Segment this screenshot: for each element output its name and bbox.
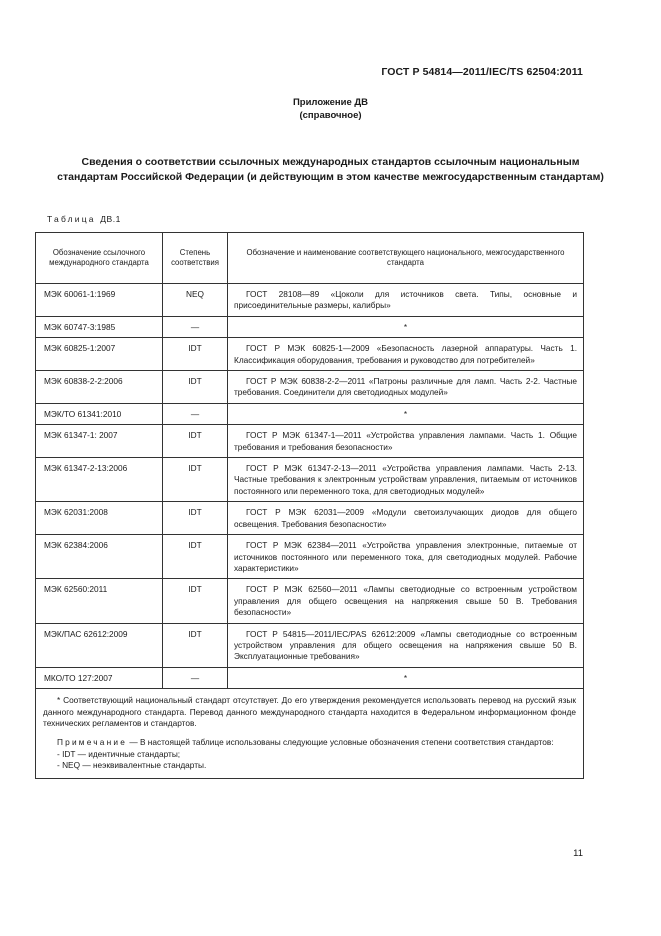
national-standard-text: ГОСТ Р МЭК 61347-2-13—2011 «Устройства управления лампами. Часть 2-13. Частные требования к электронным устройствам управления, питаемым от источников постоянного или переменного тока, для светодиодных модулей» <box>234 463 577 496</box>
national-standard-text: ГОСТ Р МЭК 60838-2-2—2011 «Патроны различные для ламп. Часть 2-2. Частные требования. Соединители для светодиодных модулей» <box>234 376 577 398</box>
cell-national-standard <box>228 284 584 317</box>
national-standard-text: ГОСТ 28108—89 «Цоколи для источников света. Типы, основные и присоединительные размеры, калибры» <box>234 289 577 311</box>
table-caption <box>47 214 121 224</box>
header-degree: Степень соответствия <box>163 233 228 284</box>
table-caption-label: Таблица <box>47 214 96 224</box>
national-standard-text: * <box>403 672 408 683</box>
footnote-text: * Соответствующий национальный стандарт отсутствует. До его утверждения рекомендуется использовать перевод на русский язык данного международного стандарта. Перевод данного международного стандарта находится в Федеральном информационном фонде технических регламентов и стандартов. <box>43 695 576 728</box>
cell-ref-standard: МКО/ТО 127:2007 <box>36 667 163 688</box>
cell-national-standard <box>228 667 584 688</box>
cell-ref-standard: МЭК 61347-1: 2007 <box>36 425 163 458</box>
cell-national-standard <box>228 425 584 458</box>
cell-degree: IDT <box>163 371 228 404</box>
cell-ref-standard: МЭК 60838-2-2:2006 <box>36 371 163 404</box>
cell-degree: — <box>163 403 228 424</box>
cell-national-standard <box>228 458 584 502</box>
table-row <box>36 284 584 317</box>
national-standard-text: ГОСТ Р 54815—2011/IEC/PAS 62612:2009 «Лампы светодиодные со встроенным устройством управления для общего освещения на напряжения свыше 50 В. Эксплуатационные требования» <box>234 628 577 662</box>
national-standard-text: ГОСТ Р МЭК 61347-1—2011 «Устройства управления лампами. Часть 1. Общие требования и требования безопасности» <box>234 430 577 452</box>
note-label: Примечание <box>57 737 128 748</box>
note-item-idt: - IDT — идентичные стандарты; <box>57 748 181 759</box>
cell-degree: IDT <box>163 579 228 623</box>
cell-degree: IDT <box>163 535 228 579</box>
note-text: — В настоящей таблице использованы следующие условные обозначения степени соответствия стандартов: <box>129 737 554 748</box>
cell-degree: IDT <box>163 502 228 535</box>
national-standard-text: ГОСТ Р МЭК 62031—2009 «Модули светоизлучающих диодов для общего освещения. Требования безопасности» <box>234 507 577 529</box>
header-national-standard: Обозначение и наименование соответствующего национального, межгосударственного стандарта <box>228 233 584 284</box>
annex-subtitle: (справочное) <box>299 110 362 121</box>
cell-degree: — <box>163 316 228 337</box>
note-item-neq: - NEQ — неэквивалентные стандарты. <box>57 760 207 771</box>
table-row <box>36 623 584 667</box>
cell-degree: — <box>163 667 228 688</box>
cell-ref-standard: МЭК 60747-3:1985 <box>36 316 163 337</box>
annex-title: Приложение ДВ <box>292 97 369 108</box>
cell-national-standard <box>228 623 584 667</box>
cell-national-standard <box>228 338 584 371</box>
table-row <box>36 502 584 535</box>
table-footer <box>36 689 584 778</box>
national-standard-text: ГОСТ Р МЭК 62384—2011 «Устройства управления электронные, питаемые от источников постоянного или переменного тока, для светодиодных модулей. Рабочие характеристики» <box>234 540 577 573</box>
table-row <box>36 458 584 502</box>
table-row <box>36 579 584 623</box>
table-row <box>36 403 584 424</box>
cell-degree: NEQ <box>163 284 228 317</box>
national-standard-text: * <box>403 321 408 332</box>
correspondence-table <box>35 232 584 779</box>
cell-national-standard <box>228 579 584 623</box>
document-title: Сведения о соответствии ссылочных международных стандартов ссылочным национальным стандартам Российской Федерации (и действующим в этом качестве межгосударственным стандартам) <box>57 156 604 183</box>
cell-ref-standard: МЭК 61347-2-13:2006 <box>36 458 163 502</box>
table-row <box>36 535 584 579</box>
table-row <box>36 316 584 337</box>
page-number: 11 <box>573 848 583 859</box>
cell-national-standard <box>228 371 584 404</box>
cell-national-standard <box>228 316 584 337</box>
table-footer-row <box>36 689 584 778</box>
cell-ref-standard: МЭК/ТО 61341:2010 <box>36 403 163 424</box>
document-code: ГОСТ Р 54814—2011/IEC/TS 62504:2011 <box>381 66 583 78</box>
national-standard-text: ГОСТ Р МЭК 60825-1—2009 «Безопасность лазерной аппаратуры. Часть 1. Классификация оборудования, требования и руководство для потребителей» <box>234 343 577 365</box>
cell-ref-standard: МЭК 60061-1:1969 <box>36 284 163 317</box>
table-row <box>36 338 584 371</box>
table-row <box>36 425 584 458</box>
national-standard-text: ГОСТ Р МЭК 62560—2011 «Лампы светодиодные со встроенным устройством управления для общего освещения на напряжения свыше 50 В. Требования безопасности» <box>234 584 577 618</box>
table-caption-number: ДВ.1 <box>100 214 121 224</box>
cell-ref-standard: МЭК 62384:2006 <box>36 535 163 579</box>
cell-degree: IDT <box>163 425 228 458</box>
cell-ref-standard: МЭК/ПАС 62612:2009 <box>36 623 163 667</box>
cell-degree: IDT <box>163 623 228 667</box>
national-standard-text: * <box>403 408 408 419</box>
table-header-row <box>36 233 584 284</box>
annex-heading <box>0 96 661 122</box>
header-ref-standard: Обозначение ссылочного международного стандарта <box>36 233 163 284</box>
table-row <box>36 667 584 688</box>
table-body <box>36 284 584 689</box>
cell-ref-standard: МЭК 62560:2011 <box>36 579 163 623</box>
cell-ref-standard: МЭК 62031:2008 <box>36 502 163 535</box>
cell-degree: IDT <box>163 458 228 502</box>
cell-national-standard <box>228 502 584 535</box>
table-row <box>36 371 584 404</box>
cell-national-standard <box>228 535 584 579</box>
cell-degree: IDT <box>163 338 228 371</box>
cell-national-standard <box>228 403 584 424</box>
cell-ref-standard: МЭК 60825-1:2007 <box>36 338 163 371</box>
